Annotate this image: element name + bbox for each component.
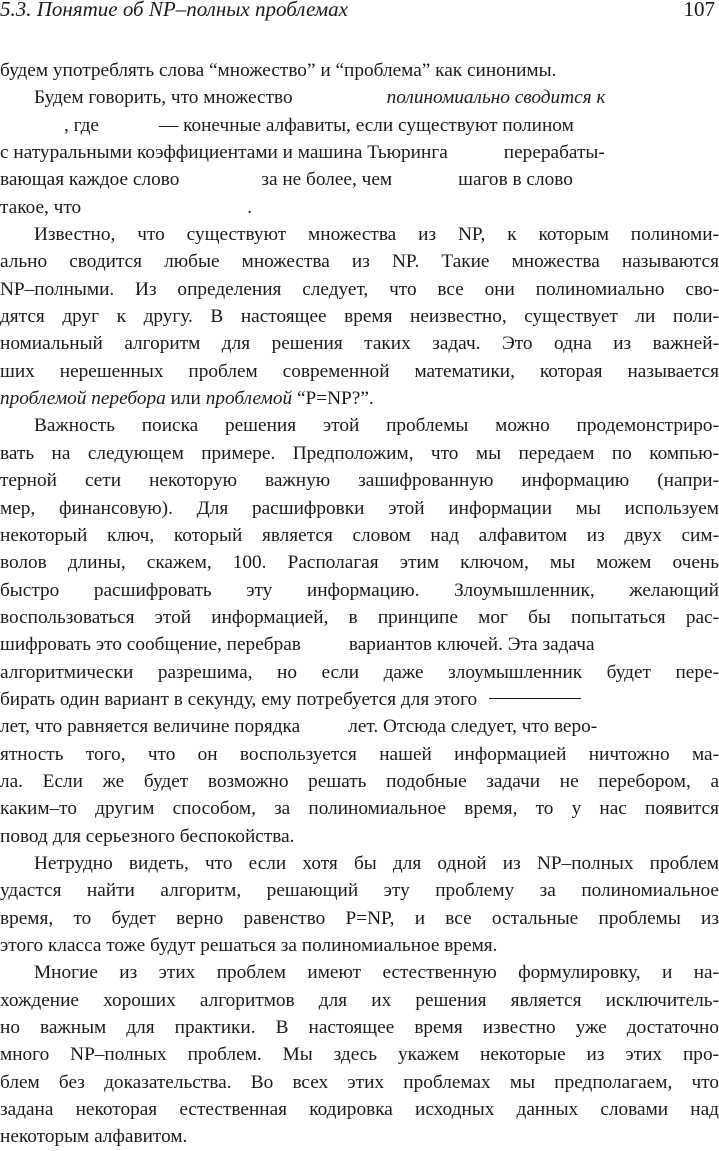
text-line: удастся найти алгоритм, решающий эту проблему за полиномиальное (0, 880, 719, 902)
text-line: будем употреблять слова “множество” и “проблема” как синонимы. (0, 60, 557, 81)
text-line: ла. Если же будет возможно решать подобные задачи не перебором, а (0, 770, 719, 792)
text-line: вающая каждое слово за не более, чем шагов в слово (0, 169, 573, 191)
text-line: блем без доказательства. Во всех этих проблемах мы предполагаем, что (0, 1071, 719, 1093)
paragraph-3 (0, 221, 719, 412)
text-line: с натуральными коэффициентами и машина Тьюринга перерабаты- (0, 142, 605, 164)
text-line: номиальный алгоритм для решения таких задач. Это одна из важней- (0, 333, 719, 355)
paragraph-5 (0, 850, 719, 959)
text-line: мер, финансовую). Для расшифровки этой информации мы используем (0, 497, 719, 519)
italic-term: проблемой перебора (0, 388, 166, 410)
body-text (0, 57, 719, 1151)
paragraph-2 (0, 84, 719, 221)
text-line: время, то будет верно равенство P=NP, и все остальные проблемы из (0, 907, 719, 929)
text-line: такое, что . (0, 196, 253, 218)
text-line: , где — конечные алфавиты, если существуют полином (64, 114, 574, 136)
paragraph-4 (0, 412, 719, 850)
text-line: некоторый ключ, который является словом над алфавитом из двух сим- (0, 524, 719, 546)
text-line: NP–полными. Из определения следует, что все они полиномиально сво- (0, 278, 719, 300)
text-line: волов длины, скажем, 100. Располагая этим ключом, мы можем очень (0, 552, 719, 574)
italic-term: проблемой (205, 388, 293, 410)
text-line: вать на следующем примере. Предположим, что мы передаем по компью- (0, 442, 719, 464)
text-line: задана некоторая естественная кодировка исходных данных словами над (0, 1099, 719, 1121)
text-line: Будем говорить, что множество полиномиально сводится к (34, 87, 606, 109)
text-line: шифровать это сообщение, перебрав вариантов ключей. Эта задача (0, 634, 595, 656)
text-line: некоторым алфавитом. (0, 1126, 188, 1148)
text-line: Известно, что существуют множества из NP, к которым полиноми- (34, 224, 719, 246)
italic-term: полиномиально сводится к (386, 87, 606, 109)
text-line: дятся друг к другу. В настоящее время неизвестно, существует ли поли- (0, 306, 719, 328)
text-line: проблемой перебора или проблемой “P=NP?”. (0, 388, 374, 410)
text-line: быстро расшифровать эту информацию. Злоумышленник, желающий (0, 579, 719, 601)
paragraph-6 (0, 959, 719, 1150)
text-line: бирать один вариант в секунду, ему потребуется для этого (0, 686, 719, 713)
text-line: алгоритмически разрешима, но если даже злоумышленник будет пере- (0, 661, 719, 683)
text-line: ших нерешенных проблем современной математики, которая называется (0, 360, 719, 382)
text-line: Важность поиска решения этой проблемы можно продемонстриро- (34, 415, 719, 437)
text-line: хождение хороших алгоритмов для их решения является исключитель- (0, 989, 719, 1011)
text-line: Многие из этих проблем имеют естественную формулировку, и на- (34, 962, 719, 984)
page-number: 107 (683, 0, 715, 21)
paragraph-1 (0, 57, 719, 84)
text-line: этого класса тоже будут решаться за полиномиальное время. (0, 935, 498, 956)
text-line: лет, что равняется величине порядка лет. Отсюда следует, что веро- (0, 716, 598, 738)
text-line: терной сети некоторую важную зашифрованную информацию (напри- (0, 470, 719, 492)
text-line: каким–то другим способом, за полиномиальное время, то у нас появится (0, 798, 719, 820)
text-line: но важным для практики. В настоящее время известно уже достаточно (0, 1017, 719, 1039)
text-line: ятность того, что он воспользуется нашей информацией ничтожно ма- (0, 743, 719, 765)
fraction-bar (489, 698, 581, 699)
text-line: ально сводится любые множества из NP. Такие множества называются (0, 251, 719, 273)
text-line: повод для серьезного беспокойства. (0, 825, 295, 847)
text-line: воспользоваться этой информацией, в принципе мог бы попытаться рас- (0, 606, 719, 628)
page-header (0, 0, 719, 26)
text-line: Нетрудно видеть, что если хотя бы для одной из NP–полных проблем (34, 852, 719, 874)
running-title: 5.3. Понятие об NP–полных проблемах (0, 0, 349, 21)
text-line: много NP–полных проблем. Мы здесь укажем некоторые из этих про- (0, 1044, 719, 1066)
